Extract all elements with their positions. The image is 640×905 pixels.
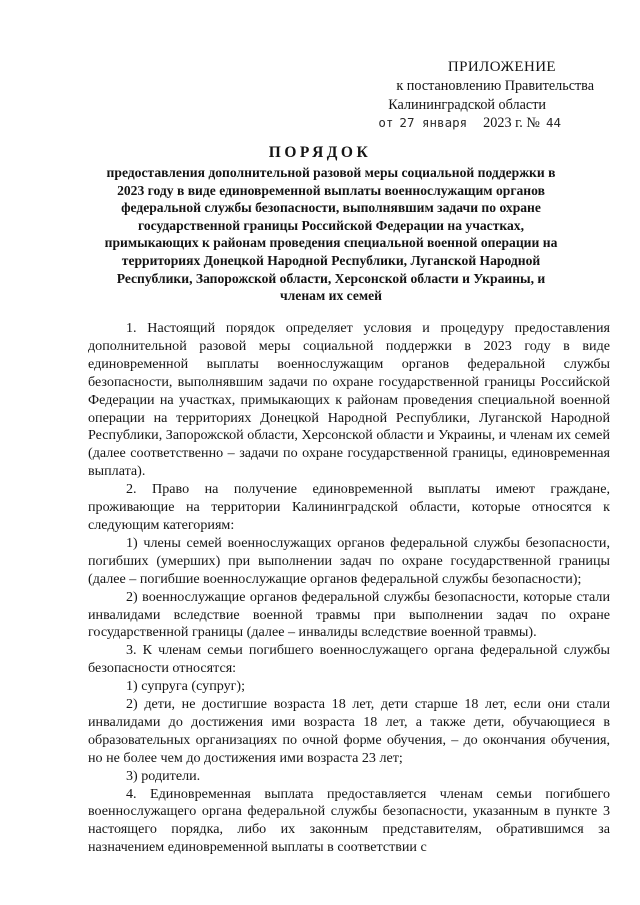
appendix-resolution-line: к постановлению Правительства — [396, 77, 594, 94]
paragraph: 1) супруга (супруг); — [126, 678, 246, 695]
number-handwritten: 44 — [545, 115, 561, 131]
appendix-date-line — [334, 114, 594, 133]
appendix-region-line: Калининградской области — [388, 96, 546, 113]
paragraph: 1) члены семей военнослужащих органов федеральной службы безопасности, погибших (умерших) при выполнении задач по охране государственной границы (далее – погибшие военнослужащие органов федеральной службы безопасности); — [88, 534, 610, 587]
appendix-header — [334, 58, 594, 133]
paragraph: 3. К членам семьи погибшего военнослужащего органа федеральной службы безопасности относятся: — [88, 642, 610, 677]
date-handwritten: 27 января — [399, 115, 468, 131]
date-prefix: от — [378, 115, 394, 131]
paragraph: 3) родители. — [126, 767, 201, 784]
document-title: ПОРЯДОК — [268, 144, 372, 161]
appendix-title: ПРИЛОЖЕНИЕ — [447, 59, 556, 75]
year-number-label: 2023 г. № — [483, 115, 540, 132]
paragraph: 2. Право на получение единовременной выплаты имеют граждане, проживающие на территории Калининградской области, которые относятся к следующим категориям: — [88, 481, 610, 533]
paragraph: 2) военнослужащие органов федеральной службы безопасности, которые стали инвалидами вследствие военной травмы при выполнении задач по охране государственной границы (далее – инвалиды вследствие военной травмы). — [88, 588, 610, 641]
paragraph: 2) дети, не достигшие возраста 18 лет, дети старше 18 лет, если они стали инвалидами до достижения ими возраста 18 лет, а также дети, обучающиеся в образовательных организациях по очной форме обучения, – до окончания обучения, но не более чем до достижения ими возраста 23 лет; — [88, 696, 610, 766]
paragraph: 1. Настоящий порядок определяет условия и процедуру предоставления дополнительной разовой меры социальной поддержки в 2023 году в виде единовременной выплаты военнослужащим органов федеральной службы безопасности, выполнявшим задачи по охране государственной границы Российской Федерации на участках, примыкающих к районам проведения специальной военной операции на территориях Донецкой Народной Республики, Луганской Народной Республики, Запорожской области, Херсонской области и Украины, и членам их семей (далее соответственно – задачи по охране государственной границы, единовременная выплата). — [88, 320, 610, 480]
document-body — [88, 320, 610, 857]
paragraph: 4. Единовременная выплата предоставляется членам семьи погибшего военнослужащего органа федеральной службы безопасности, указанным в пункте 3 настоящего порядка, либо их законным представителям, обратившимся за назначением единовременной выплаты в соответствии с — [88, 785, 610, 856]
document-subtitle: предоставления дополнительной разовой меры социальной поддержки в 2023 году в виде единовременной выплаты военнослужащим органов федеральной службы безопасности, выполнявшим задачи по охране государственной границы Российской Федерации на участках, примыкающих к районам проведения специальной военной операции на территориях Донецкой Народной Республики, Луганской Народной Республики, Запорожской области, Херсонской области и Украины, и членам их семей — [104, 165, 558, 304]
